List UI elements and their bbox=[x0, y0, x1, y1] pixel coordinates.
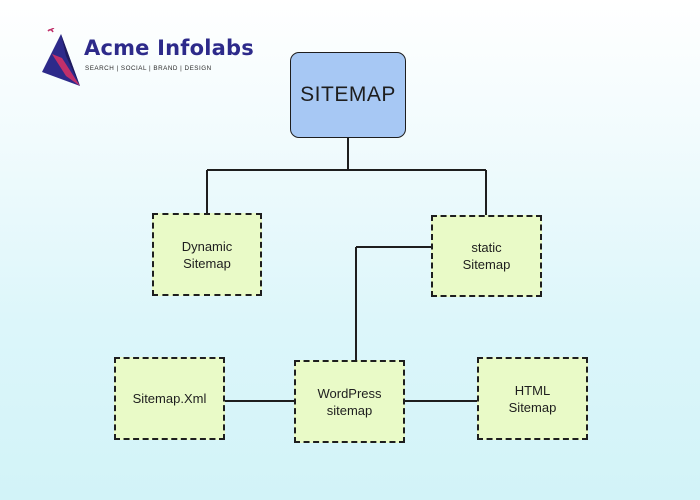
wordpress-sitemap-node bbox=[294, 360, 405, 443]
dynamic-sitemap-line1: Dynamic bbox=[181, 238, 233, 254]
dynamic-sitemap-line2: Sitemap bbox=[183, 255, 231, 271]
logo-tagline: SEARCH | SOCIAL | BRAND | DESIGN bbox=[85, 65, 212, 72]
sitemap-root-node bbox=[290, 52, 406, 138]
dynamic-sitemap-node bbox=[152, 213, 262, 296]
html-sitemap-node bbox=[477, 357, 588, 440]
static-sitemap-line2: Sitemap bbox=[462, 257, 511, 272]
sitemap-xml-label: Sitemap.Xml bbox=[132, 391, 207, 406]
html-sitemap-line1: HTML bbox=[514, 382, 551, 398]
html-sitemap-line2: Sitemap bbox=[508, 399, 557, 415]
logo-name: Acme Infolabs bbox=[84, 36, 254, 60]
static-sitemap-node bbox=[431, 215, 542, 297]
sitemap-root-label: SITEMAP bbox=[300, 83, 396, 106]
wordpress-sitemap-line2: sitemap bbox=[326, 402, 373, 418]
static-sitemap-line1: static bbox=[471, 240, 502, 255]
wordpress-sitemap-line1: WordPress bbox=[317, 385, 382, 401]
sitemap-xml-node bbox=[114, 357, 225, 440]
